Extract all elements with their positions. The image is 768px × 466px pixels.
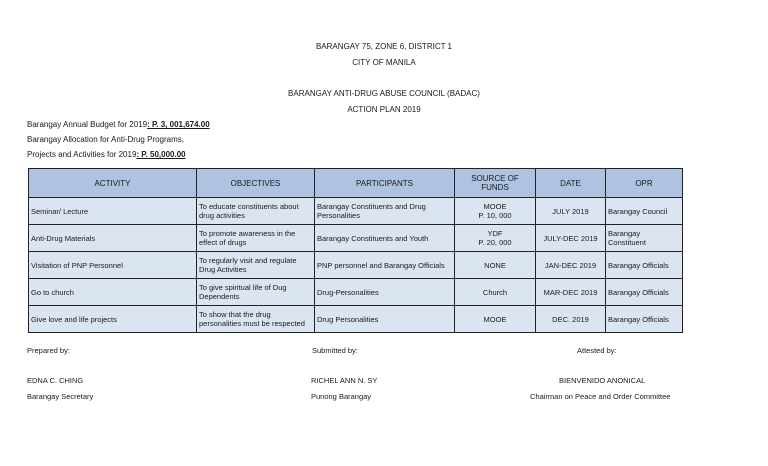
submitted-label: Submitted by: — [312, 346, 358, 355]
attested-label: Attested by: — [577, 346, 617, 355]
allocation-label: Barangay Allocation for Anti-Drug Programs, — [27, 135, 184, 144]
cell-activity: Seminar/ Lecture — [29, 198, 197, 225]
prepared-name: EDNA C. CHING — [27, 376, 84, 385]
annual-budget-value: : P. 3, 001,674.00 — [147, 120, 210, 129]
funds-amount: P. 20, 000 — [478, 238, 512, 247]
annual-budget-label: Barangay Annual Budget for 2019 — [27, 120, 148, 129]
cell-date: DEC. 2019 — [536, 306, 606, 333]
plan-title: ACTION PLAN 2019 — [347, 105, 421, 114]
cell-objectives: To educate constituents about drug activities — [197, 198, 315, 225]
funds-amount: P. 10, 000 — [478, 211, 512, 220]
prepared-label: Prepared by: — [27, 346, 70, 355]
council-line: BARANGAY ANTI-DRUG ABUSE COUNCIL (BADAC) — [288, 89, 480, 98]
table-header-row — [29, 169, 683, 198]
col-objectives: OBJECTIVES — [197, 169, 315, 198]
cell-opr: Barangay Council — [606, 198, 683, 225]
col-source-of-funds: SOURCE OF FUNDS — [455, 169, 536, 198]
cell-funds: MOOE — [455, 306, 536, 333]
cell-date: JULY-DEC 2019 — [536, 225, 606, 252]
cell-activity: Anti-Drug Materials — [29, 225, 197, 252]
col-date: DATE — [536, 169, 606, 198]
cell-date: JAN-DEC 2019 — [536, 252, 606, 279]
cell-objectives: To promote awareness in the effect of drugs — [197, 225, 315, 252]
cell-opr: Barangay Officials — [606, 306, 683, 333]
prepared-title: Barangay Secretary — [27, 392, 94, 401]
projects-budget-value: : P. 50,000.00 — [136, 150, 186, 159]
cell-funds — [455, 225, 536, 252]
cell-opr: Barangay Officials — [606, 252, 683, 279]
funds-source: YDF — [487, 229, 503, 238]
cell-participants: PNP personnel and Barangay Officials — [315, 252, 455, 279]
table-row — [29, 198, 683, 225]
city-line: CITY OF MANILA — [352, 58, 416, 67]
action-plan-table — [28, 168, 683, 333]
table-row — [29, 225, 683, 252]
cell-participants: Barangay Constituents and Drug Personalities — [315, 198, 455, 225]
table-row — [29, 279, 683, 306]
col-activity: ACTIVITY — [29, 169, 197, 198]
submitted-name: RICHEL ANN N. SY — [311, 376, 378, 385]
cell-participants: Drug Personalities — [315, 306, 455, 333]
attested-title: Chairman on Peace and Order Committee — [530, 392, 671, 401]
cell-objectives: To regularly visit and regulate Drug Activities — [197, 252, 315, 279]
projects-budget-line — [27, 150, 186, 160]
cell-objectives: To give spiritual life of Dug Dependents — [197, 279, 315, 306]
cell-opr: Barangay Constituent — [606, 225, 683, 252]
col-opr: OPR — [606, 169, 683, 198]
cell-funds — [455, 198, 536, 225]
submitted-title: Punong Barangay — [311, 392, 372, 401]
cell-date: MAR-DEC 2019 — [536, 279, 606, 306]
barangay-line: BARANGAY 75, ZONE 6, DISTRICT 1 — [315, 42, 453, 51]
annual-budget-line — [27, 120, 210, 130]
projects-budget-label: Projects and Activities for 2019 — [27, 150, 137, 159]
cell-date: JULY 2019 — [536, 198, 606, 225]
cell-participants: Drug-Personalities — [315, 279, 455, 306]
cell-activity: Go to church — [29, 279, 197, 306]
cell-objectives: To show that the drug personalities must be respected — [197, 306, 315, 333]
cell-funds: Church — [455, 279, 536, 306]
table-row — [29, 306, 683, 333]
attested-name: BIENVENIDO ANONICAL — [559, 376, 646, 385]
cell-opr: Barangay Officials — [606, 279, 683, 306]
funds-source: MOOE — [483, 202, 507, 211]
cell-participants: Barangay Constituents and Youth — [315, 225, 455, 252]
table-row — [29, 252, 683, 279]
cell-funds: NONE — [455, 252, 536, 279]
cell-activity: Give love and life projects — [29, 306, 197, 333]
col-participants: PARTICIPANTS — [315, 169, 455, 198]
cell-activity: Visitation of PNP Personnel — [29, 252, 197, 279]
